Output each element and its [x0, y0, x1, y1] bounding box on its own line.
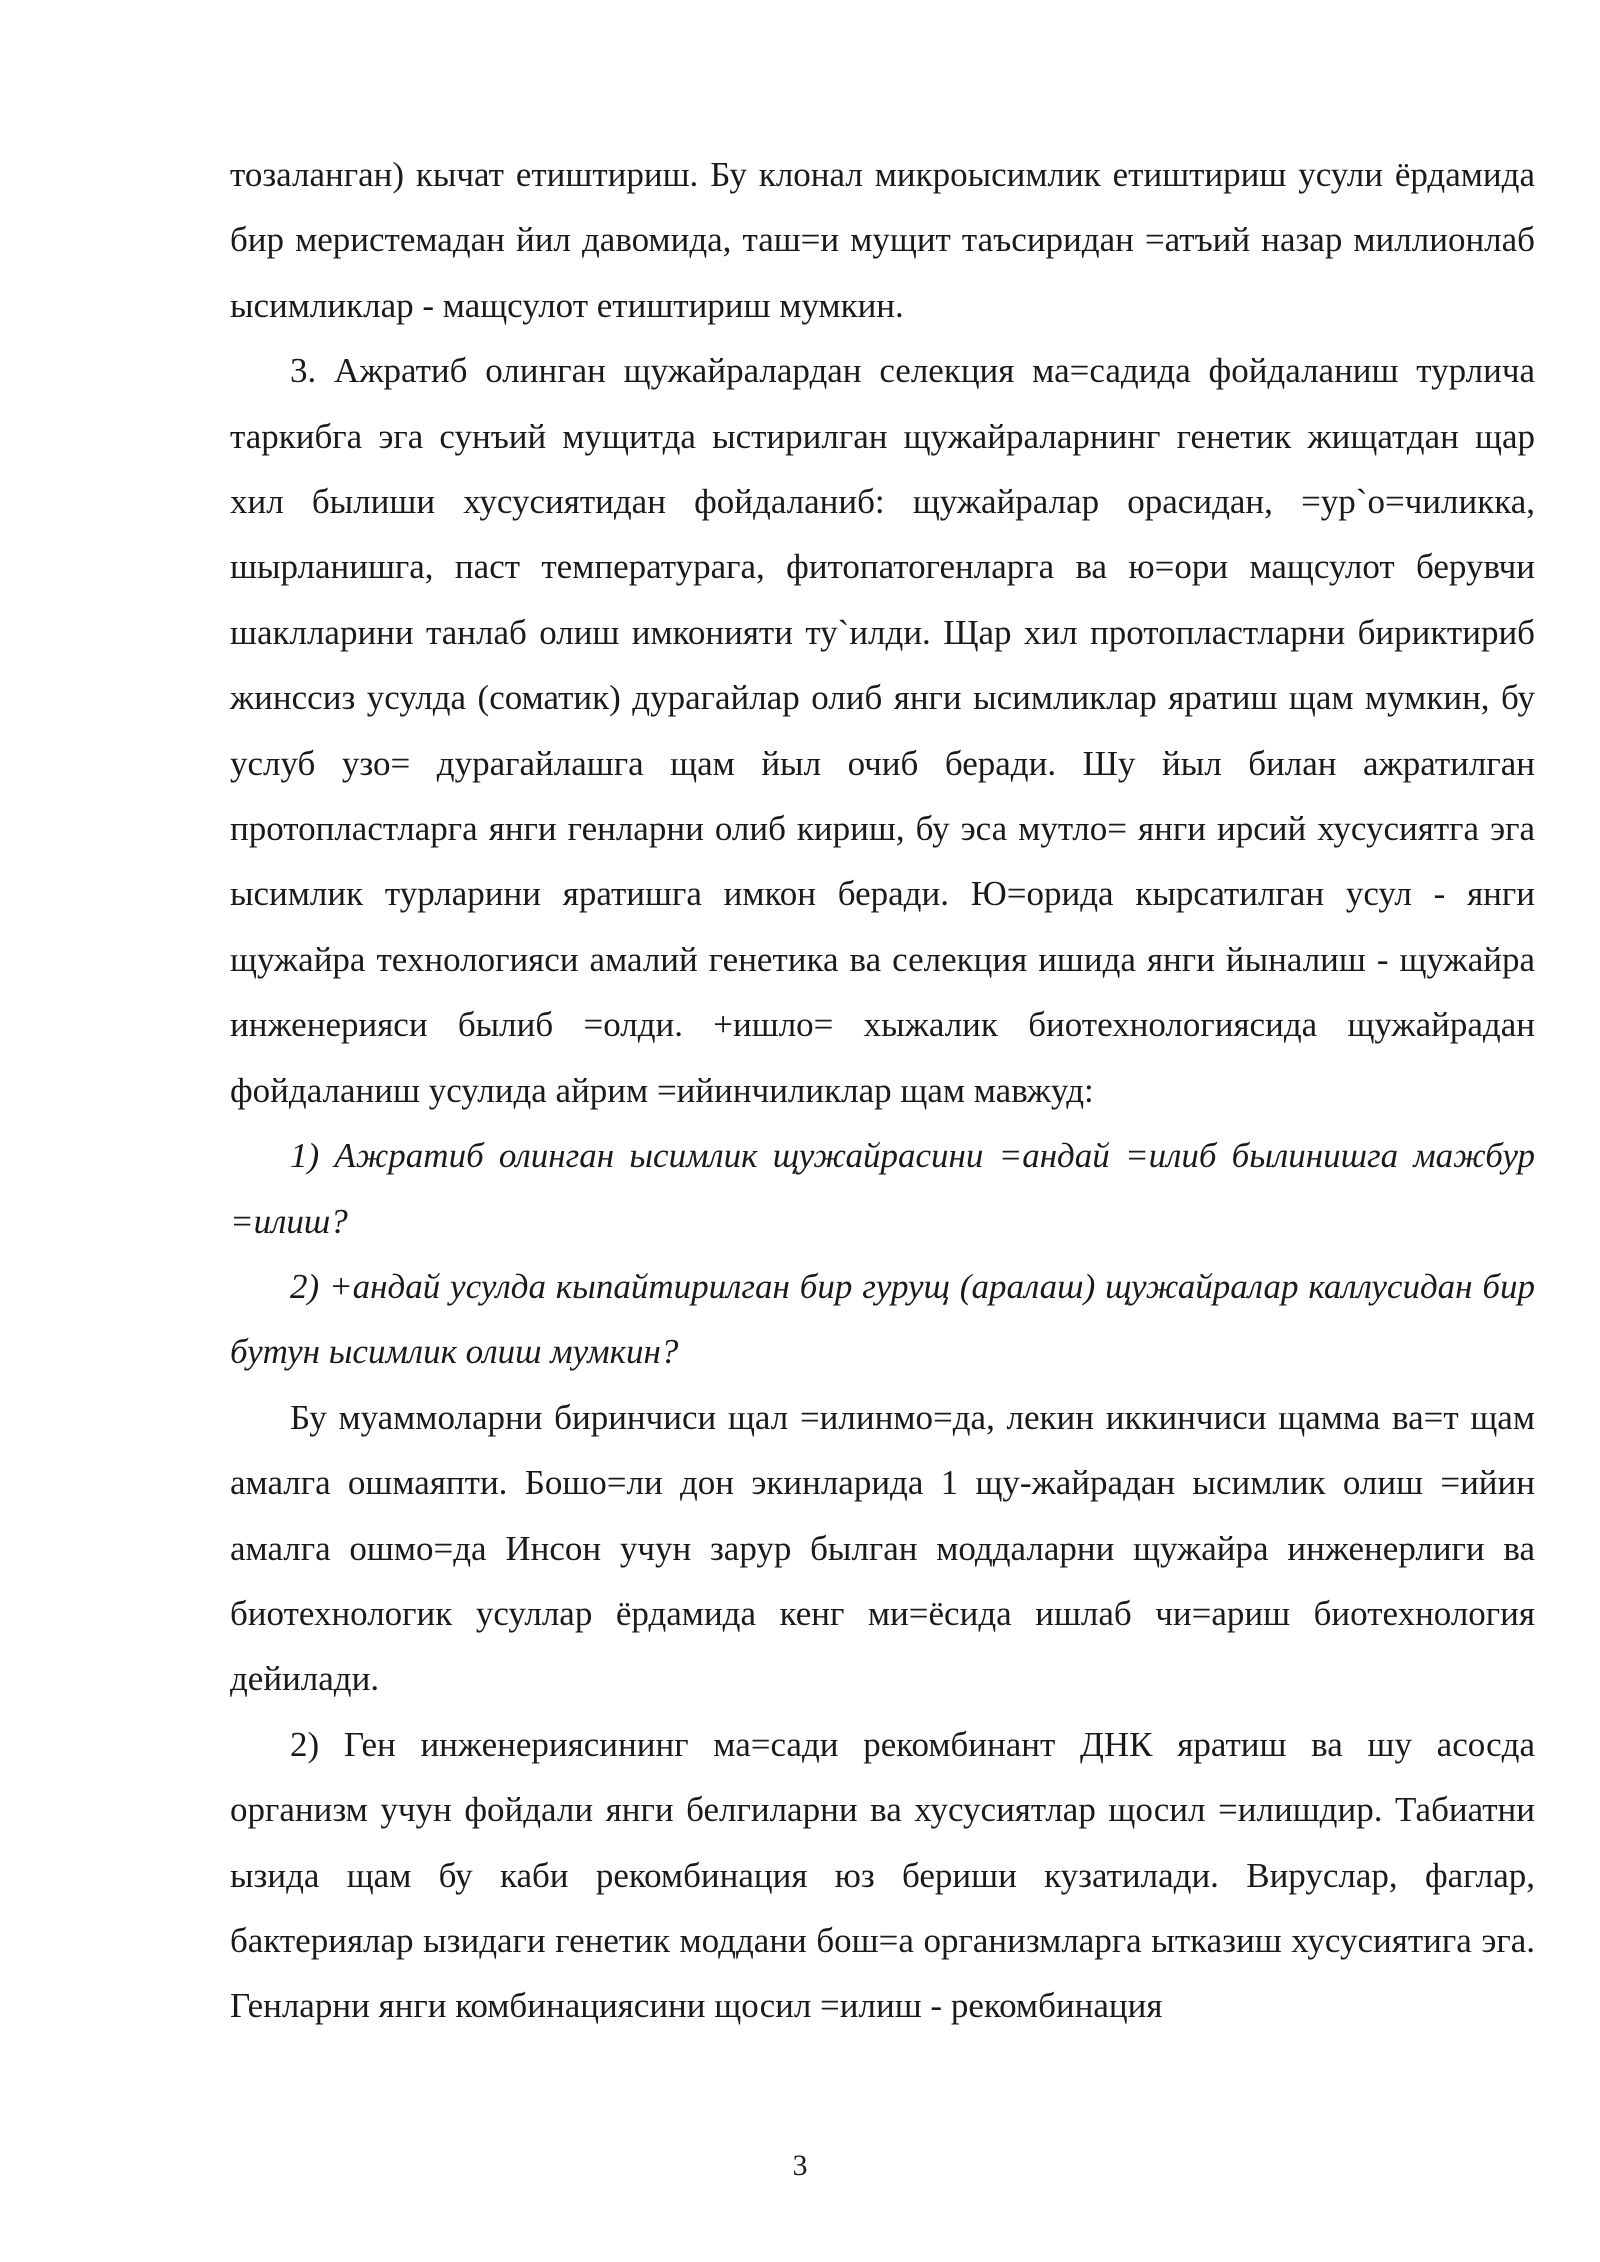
document-body [230, 142, 1535, 2039]
paragraph-4: 2) Ген инженериясининг ма=сади рекомбинант ДНК яратиш ва шу асосда организм учун фойдали янги белгиларни ва хусусиятлар щосил =илишдир. Табиатни ызида щам бу каби рекомбинация юз бериши кузатилади. Вируслар, фаглар, бактериялар ызидаги генетик моддани бош=а организмларга ытказиш хусусиятига эга. Генларни янги комбинациясини щосил =илиш - рекомбинация [230, 1724, 1535, 2026]
page-number: 3 [792, 2149, 808, 2182]
question-2: 2) +андай усулда кыпайтирилган бир гурущ (аралаш) щужайралар каллусидан бир бутун ысимлик олиш мумкин? [230, 1266, 1535, 1372]
paragraph-2: 3. Ажратиб олинган щужайралардан селекция ма=садида фойдаланиш турлича таркибга эга сунъий мущитда ыстирилган щужайраларнинг генетик жищатдан щар хил былиши хусусиятидан фойдаланиб: щужайралар орасидан, =ур`о=чиликка, шырланишга, паст температурага, фитопатогенларга ва ю=ори мащсулот берувчи шаклларини танлаб олиш имконияти ту`илди. Щар хил протопластларни бириктириб жинссиз усулда (соматик) дурагайлар олиб янги ысимликлар яратиш щам мумкин, бу услуб узо= дурагайлашга щам йыл очиб беради. Шу йыл билан ажратилган протопластларга янги генларни олиб кириш, бу эса мутло= янги ирсий хусусиятга эга ысимлик турларини яратишга имкон беради. Ю=орида кырсатилган усул - янги щужайра технологияси амалий генетика ва селекция ишида янги йыналиш - щужайра инженерияси былиб =олди. +ишло= хыжалик биотехнологиясида щужайрадан фойдаланиш усулида айрим =ийинчиликлар щам мавжуд: [230, 351, 1535, 1110]
question-1: 1) Ажратиб олинган ысимлик щужайрасини =андай =илиб былинишга мажбур =илиш? [230, 1136, 1535, 1241]
paragraph-1: тозаланган) кычат етиштириш. Бу клонал микроысимлик етиштириш усули ёрдамида бир меристемадан йил давомида, таш=и мущит таъсиридан =атъий назар миллионлаб ысимликлар - мащсулот етиштириш мумкин. [230, 155, 1535, 325]
paragraph-3: Бу муаммоларни биринчиси щал =илинмо=да, лекин иккинчиси щамма ва=т щам амалга ошмаяпти. Бошо=ли дон экинларида 1 щу-жайрадан ысимлик олиш =ийин амалга ошмо=да Инсон учун зарур былган моддаларни щужайра инженерлиги ва биотехнологик усуллар ёрдамида кенг ми=ёсида ишлаб чи=ариш биотехнология дейилади. [230, 1397, 1535, 1699]
